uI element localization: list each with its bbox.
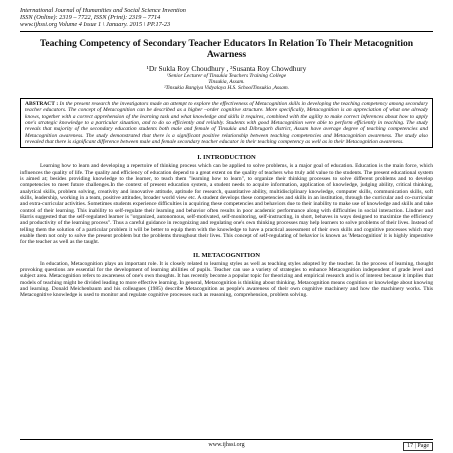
section-heading-introduction: I. INTRODUCTION xyxy=(197,154,256,162)
page-footer xyxy=(20,439,433,450)
paper-title: Teaching Competency of Secondary Teacher Educators In Relation To Their Metacognition Awarness xyxy=(39,37,414,60)
footer-divider xyxy=(20,439,433,440)
header-divider xyxy=(20,31,433,32)
affiliation-2: ²Tinsukia Bangiya Vidyalaya H.S. SchoolTinsukia ,Assam. xyxy=(163,85,290,92)
journal-volume: www.ijhssi.org Volume 4 Issue 1 \ January. 2015 \ PP.17-23 xyxy=(20,21,171,29)
page-number: 17 | Page xyxy=(403,442,433,451)
footer-url[interactable]: www.ijhssi.org xyxy=(208,442,245,448)
affiliation-1-location: Tinsukia, Assam. xyxy=(208,79,245,86)
affiliation-1: ¹Senior Lecturer of Tinsukia Teachers Training College xyxy=(166,72,287,79)
abstract-box xyxy=(20,98,433,148)
paper-authors: ¹Dr Sukla Roy Choudhury , ²Susanta Roy Chowdhury xyxy=(146,63,307,73)
abstract-text: In the present research the investigators made an attempt to explore the effectiveness of Metacognition skills in developing the teaching competency among secondary teacher educators. The concept of Metacognition can be described as a higher –order cognitive structure. More specifically, Metacognition is an appreciation of what one already knows, together with a correct apprehension of the learning task and what knowledge and skills it requires, combined with the agility to make correct inferences about how to apply one's strategic knowledge to a particular situation, and to do so efficiently and reliably. Students with good Metacognition were able to perform efficiently in teaching. The study reveals that majority of the secondary education students both male and female of Tinsukia and Dibrugarh district, Assam have average degree of teaching competencies and Metacognition awareness. The study demonstrated that there is a significant positive relationship between teaching competencies and Metacognition awareness. The study also revealed that there is significant difference between male and female secondary teacher educator in their teaching competency as well as in their Metacognition awareness. xyxy=(25,100,428,145)
journal-issn: ISSN (Online): 2319 – 7722, ISSN (Print): 2319 – 7714 xyxy=(20,14,161,22)
section-text-metacognition: In education, Metacognition plays an important role. It is closely related to learning styles as well as teaching styles adopted by the teacher. In the process of learning, thought provoking questions are essential for the development of learning abilities of pupils. Teacher can use a variety of strategies to enhance Metacognition independent of grade level and subject area. Metacognition refers to awareness of one's own thoughts. It has recently become a popular topic for theorizing and empirical research and is of interest because it implies that models of teaching might be divided leading to more effective learning. In general, Metacognition is thinking about thinking. Metacognition means cognition or knowledge about knowing and learning. Donald Meichenbaum and his colleagues (1985) describe Metacognition as people's awareness of their own cognitive machinery and how the machinery works. This Metacognitive knowledge is used to monitor and regulate cognitive processes such as reasoning, comprehension, problem solving. xyxy=(20,260,433,299)
abstract-label: ABSTRACT : xyxy=(25,100,59,107)
journal-name: International Journal of Humanities and Social Science Invention xyxy=(20,7,186,14)
section-heading-metacognition: II. METACOGNITION xyxy=(193,251,260,259)
journal-header xyxy=(20,7,433,29)
section-text-introduction: Learning how to learn and developing a repertoire of thinking process which can be applied to solve problems, is a major goal of education. Education is the main force, which influences the quality of life. The quality and efficiency of education depend to a great extent on the quality of teachers who truly add value to the students. The present educational system is aimed at; besides providing knowledge to the learner, to teach them "learning how to learn", to organize their thinking processes to solve different problems and to develop competencies to meet future challenges.In the context of present education system, a student needs to acquire information, application of knowledge, judging ability, critical thinking, analytical skills, problem solving, creativity and innovative attitude, aptitude for research, quantitative ability, multidisciplinary knowledge, computer skills, communication skills, soft skills, leadership, working in a team, positive attitudes, broader world view etc. A student develops these competencies and skills in an institution, through the curricular and co-curricular and extra-curricular activities. Sometimes students experience difficulties in acquiring these competencies and behaviors due to their inability to make use of knowledge and skills and take control of their learning. This inability to self-regulate their learning and behavior often results in poor academic performance along with difficulties in social interaction. Lindner and Harris suggested that the self-regulated learner is "organized, autonomous, self-motivated, self-monitoring, self-instructing, in short, behaves in ways designed to maximize the efficiency and productivity of the learning process". Thus a careful guidance in recognizing and regulating one's own thinking processes may help learners to solve problems of their lives. Instead of telling them the solution of a particular problem it will be better to equip them with the knowledge to have a practical assessment of their own skills and cognitive processes which may enable them not only to solve the present problem but the problems throughout their lives. This concept of self-regulating of behavior is known as 'Metacognition' it is highly imperative for the teacher as well as the taught. xyxy=(20,163,433,246)
